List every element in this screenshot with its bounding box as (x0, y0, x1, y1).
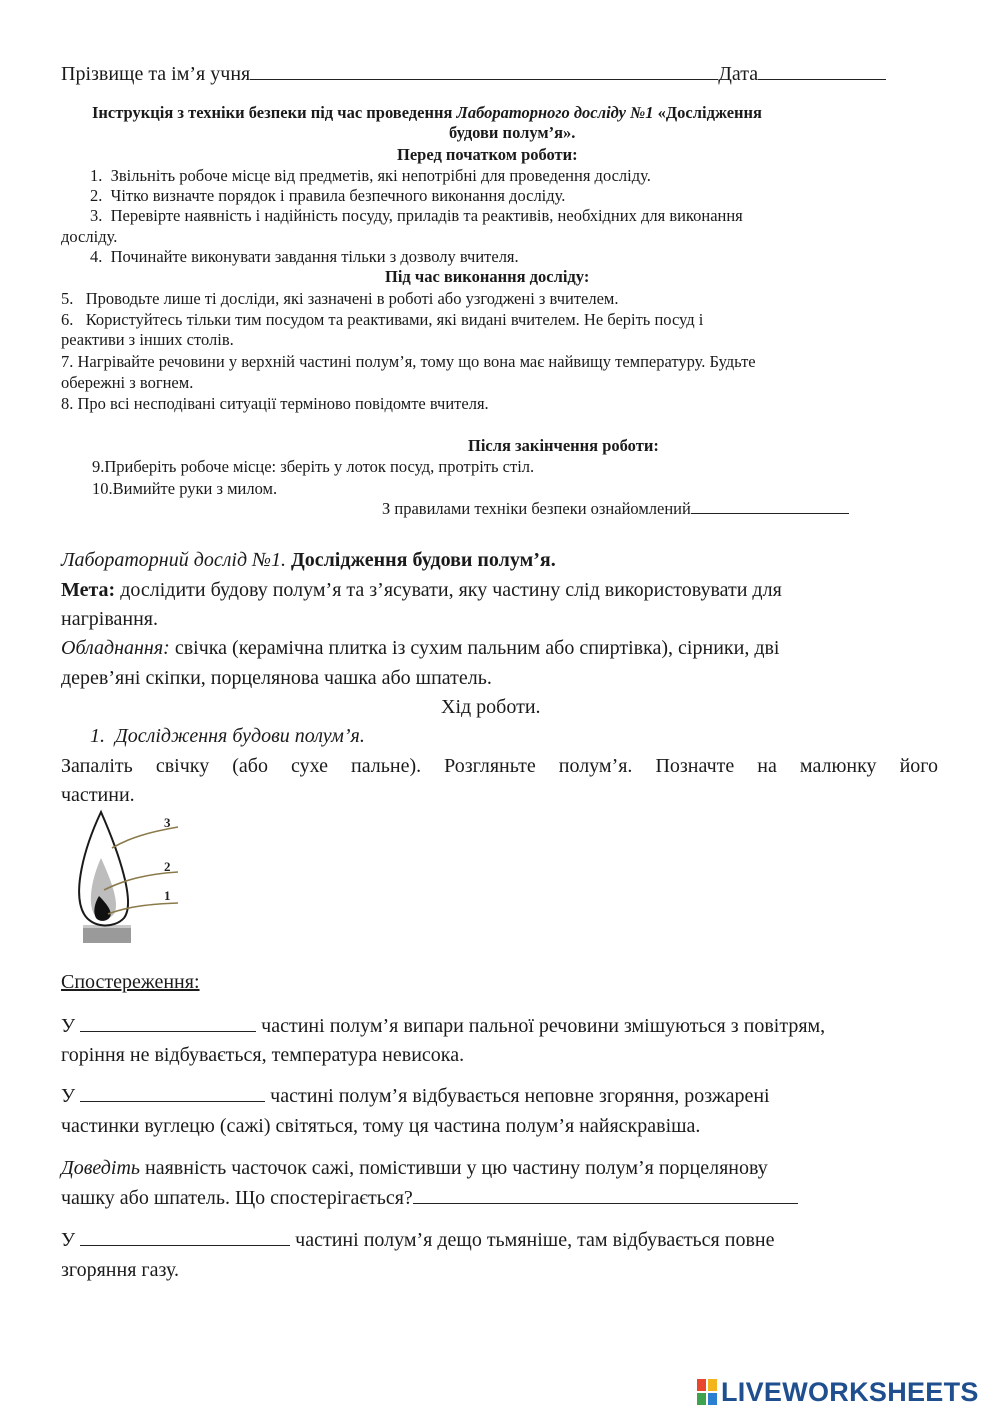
ack-text: З правилами техніки безпеки ознайомлений (382, 499, 691, 518)
obs-1-line-2: горіння не відбувається, температура невисока. (61, 1044, 465, 1066)
obs-2-answer-field[interactable] (80, 1100, 265, 1102)
safety-title-italic: Лабораторного досліду №1 (456, 103, 654, 122)
aim-line (61, 579, 782, 602)
aim-label: Мета: (61, 579, 116, 601)
safety-title (92, 103, 762, 123)
safety-item-2: 2. Чітко визначте порядок і правила безпечного виконання досліду. (90, 186, 566, 205)
obs-3-answer-field[interactable] (80, 1244, 290, 1246)
safety-item-9: 9.Приберіть робоче місце: зберіть у лоток посуд, протріть стіл. (92, 457, 535, 476)
aim-text: дослідити будову полум’я та з’ясувати, яку частину слід використовувати для (115, 579, 782, 601)
prove-italic: Доведіть (61, 1157, 141, 1179)
leader-3 (112, 827, 178, 848)
liveworksheets-logo[interactable] (697, 1375, 979, 1409)
procedure-heading: Хід роботи. (441, 696, 541, 718)
flame-diagram (74, 808, 184, 948)
ack-signature-field[interactable] (691, 512, 849, 514)
liveworksheets-icon (697, 1379, 717, 1405)
safety-title-text: Інструкція з техніки безпеки під час проведення (92, 103, 457, 122)
safety-item-8: 8. Про всі несподівані ситуації терміново повідомте вчителя. (61, 394, 489, 413)
obs-1-line (61, 1015, 825, 1038)
prove-question: чашку або шпатель. Що спостерігається? (61, 1187, 413, 1209)
date-field[interactable] (758, 78, 886, 80)
safety-item-10: 10.Вимийте руки з милом. (92, 479, 278, 498)
task-line-2: частини. (61, 784, 135, 806)
safety-item-3: 3. Перевірте наявність і надійність посуду, приладів та реактивів, необхідних для виконання (90, 206, 743, 225)
safety-title-end: «Дослідження (653, 103, 762, 122)
obs-2-text: частині полум’я відбувається неповне згоряння, розжарені (270, 1085, 770, 1107)
safety-item-4: 4. Починайте виконувати завдання тільки з дозволу вчителя. (90, 247, 519, 266)
obs-3-u: У (61, 1229, 76, 1251)
student-name-field[interactable] (250, 78, 718, 80)
header-line (61, 63, 886, 86)
equipment-text: свічка (керамічна плитка із сухим пальним або спиртівка), сірники, дві (169, 637, 780, 659)
task-line-1: Запаліть свічку (або сухе пальне). Розгляньте полум’я. Позначте на малюнку його (61, 755, 938, 777)
during-heading: Під час виконання досліду: (385, 267, 590, 286)
obs-1-answer-field[interactable] (80, 1030, 256, 1032)
flame-label-3: 3 (164, 815, 171, 830)
prove-line (61, 1157, 768, 1180)
safety-item-6: 6. Користуйтесь тільки тим посудом та реактивами, які видані вчителем. Не беріть посуд і (61, 310, 704, 329)
safety-item-5: 5. Проводьте лише ті досліди, які зазначені в роботі або узгоджені з вчителем. (61, 289, 619, 308)
prove-answer-field[interactable] (413, 1202, 798, 1204)
obs-2-line-2: частинки вуглецю (сажі) світяться, тому ця частина полум’я найяскравіша. (61, 1115, 701, 1137)
obs-1-text: частині полум’я випари пальної речовини змішуються з повітрям, (261, 1015, 826, 1037)
safety-item-7: 7. Нагрівайте речовини у верхній частині полум’я, тому що вона має найвищу температуру. Будьте (61, 352, 756, 371)
equipment-line (61, 637, 780, 660)
safety-title-line2: будови полум’я». (449, 123, 576, 142)
lab-title (61, 549, 556, 572)
observations-heading: Спостереження: (61, 971, 200, 993)
step-1: 1. Дослідження будови полум’я. (90, 725, 365, 747)
equipment-label: Обладнання: (61, 637, 170, 659)
flame-label-1: 1 (164, 888, 171, 903)
flame-label-2: 2 (164, 859, 171, 874)
before-heading: Перед початком роботи: (397, 145, 578, 164)
obs-3-line (61, 1229, 774, 1252)
lab-title-bold: Дослідження будови полум’я. (290, 549, 556, 571)
prove-line-2 (61, 1187, 798, 1210)
equipment-line-2: дерев’яні скіпки, порцелянова чашка або шпатель. (61, 667, 492, 689)
safety-item-6-cont: реактиви з інших столів. (61, 330, 234, 349)
obs-2-u: У (61, 1085, 76, 1107)
liveworksheets-logo-text: LIVEWORKSHEETS (721, 1376, 979, 1407)
student-name-label: Прізвище та ім’я учня (61, 63, 251, 85)
date-label: Дата (718, 63, 759, 85)
obs-3-text: частині полум’я дещо тьмяніше, там відбувається повне (295, 1229, 775, 1251)
lab-title-italic: Лабораторний дослід №1. (61, 549, 286, 571)
after-heading: Після закінчення роботи: (468, 436, 659, 455)
prove-text: наявність часточок сажі, помістивши у цю частину полум’я порцелянову (140, 1157, 768, 1179)
obs-3-line-2: згоряння газу. (61, 1259, 179, 1281)
obs-2-line (61, 1085, 770, 1108)
obs-1-u: У (61, 1015, 76, 1037)
safety-item-7-cont: обережні з вогнем. (61, 373, 194, 392)
aim-line-2: нагрівання. (61, 608, 159, 630)
safety-item-3-cont: досліду. (61, 227, 118, 246)
acknowledgement (382, 499, 849, 519)
safety-item-1: 1. Звільніть робоче місце від предметів, які непотрібні для проведення досліду. (90, 166, 651, 185)
